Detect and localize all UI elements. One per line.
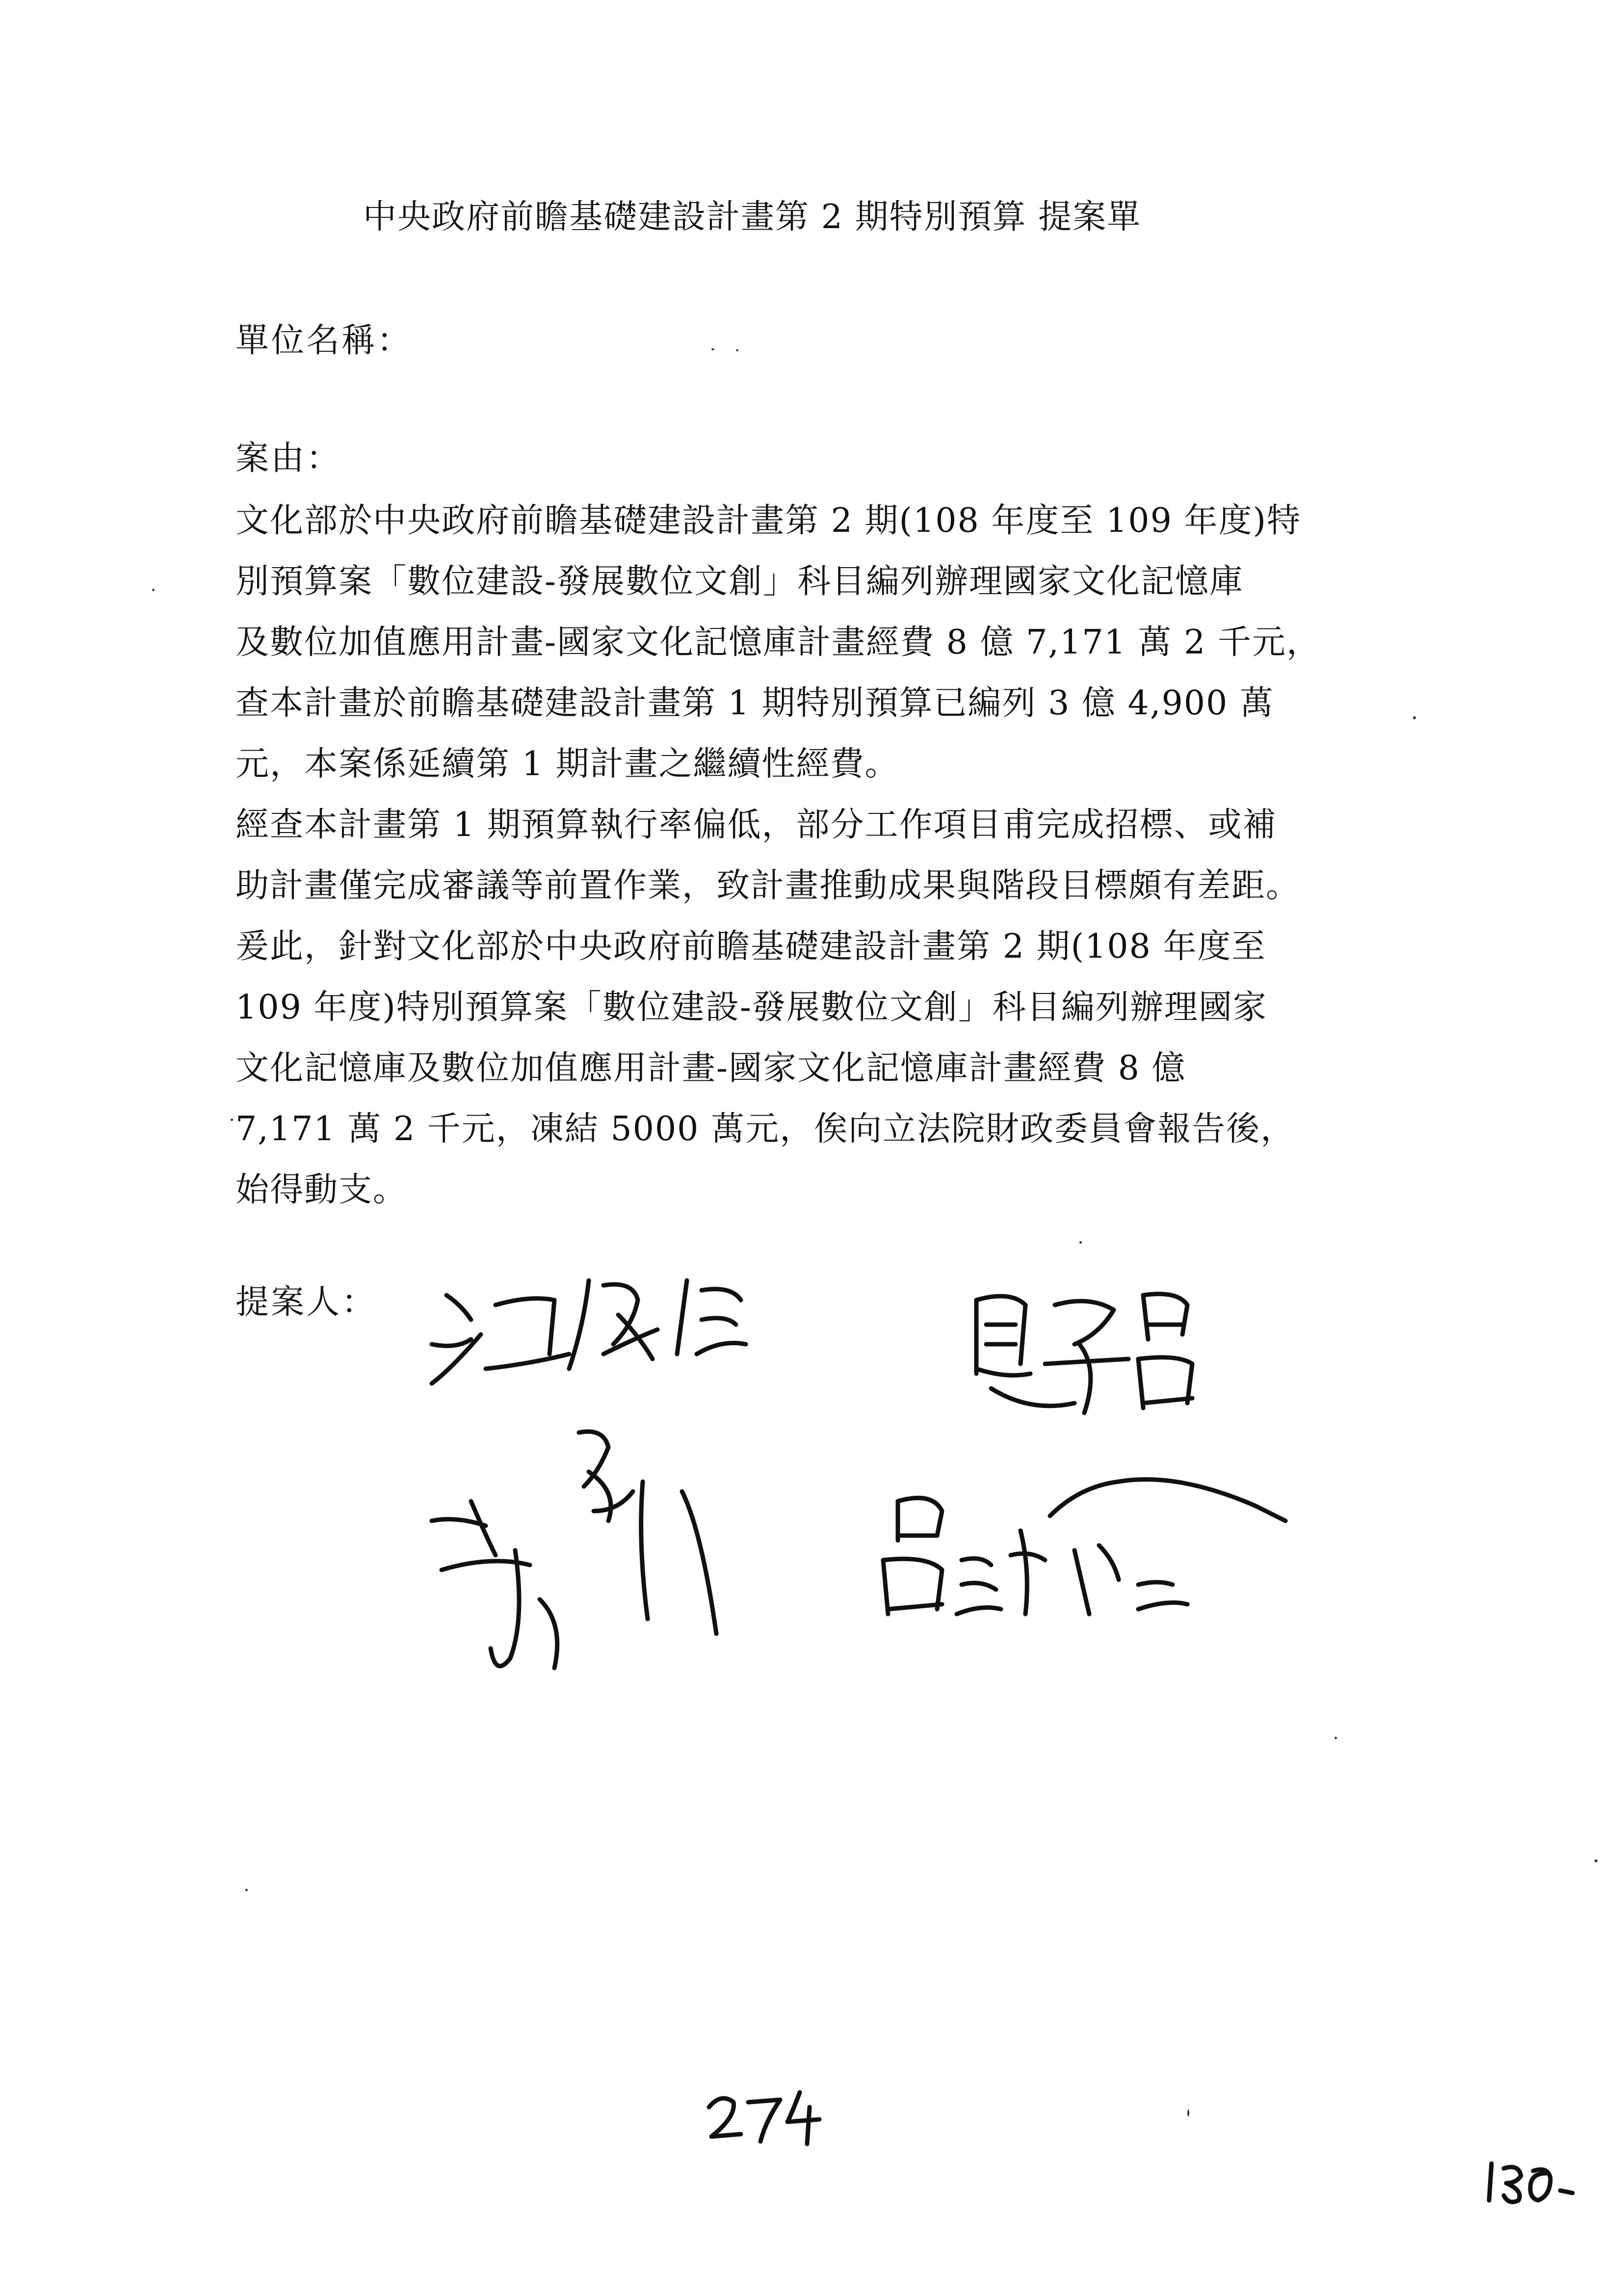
- scan-speck: [1079, 1241, 1082, 1244]
- signature-3: [432, 1432, 716, 1668]
- signature-4: [883, 1480, 1285, 1614]
- body-line: 爰此，針對文化部於中央政府前瞻基礎建設計畫第 2 期(108 年度至: [236, 927, 1266, 966]
- body-line: 查本計畫於前瞻基礎建設計畫第 1 期特別預算已編列 3 億 4,900 萬: [236, 684, 1274, 723]
- scan-speck: [711, 348, 714, 350]
- document-title: 中央政府前瞻基礎建設計畫第 2 期特別預算 提案單: [363, 198, 1142, 236]
- scan-speck: [1595, 1859, 1598, 1862]
- handwritten-corner-note: [1482, 2154, 1580, 2208]
- signature-1: [432, 1280, 746, 1383]
- body-line: 及數位加值應用計畫-國家文化記憶庫計畫經費 8 億 7,171 萬 2 千元，: [236, 623, 1321, 662]
- scan-speck: [231, 1119, 233, 1121]
- scan-speck: [152, 589, 155, 591]
- body-line: 元，本案係延續第 1 期計畫之繼續性經費。: [236, 745, 899, 783]
- reason-label: 案由：: [236, 439, 342, 478]
- proposer-label: 提案人：: [236, 1283, 377, 1322]
- body-line: 經查本計畫第 1 期預算執行率偏低，部分工作項目甫完成招標、或補: [236, 806, 1277, 844]
- body-line: 109 年度)特別預算案「數位建設-發展數位文創」科目編列辦理國家: [236, 988, 1267, 1027]
- body-line: 始得動支。: [236, 1171, 408, 1209]
- scan-speck: [1335, 1737, 1337, 1739]
- scan-speck: [245, 1889, 248, 1891]
- body-line: 文化記憶庫及數位加值應用計畫-國家文化記憶庫計畫經費 8 億: [236, 1049, 1186, 1088]
- body-line: 文化部於中央政府前瞻基礎建設計畫第 2 期(108 年度至 109 年度)特: [236, 501, 1301, 540]
- scan-speck: [736, 349, 738, 351]
- handwritten-page-number: [702, 2087, 829, 2146]
- signature-2: [976, 1294, 1192, 1413]
- scan-speck: [1413, 716, 1416, 719]
- body-line: 助計畫僅完成審議等前置作業，致計畫推動成果與階段目標頗有差距。: [236, 866, 1301, 905]
- body-line: 7,171 萬 2 千元，凍結 5000 萬元，俟向立法院財政委員會報告後，: [236, 1110, 1295, 1148]
- scan-speck: [1187, 2110, 1189, 2116]
- body-line: 別預算案「數位建設-發展數位文創」科目編列辦理國家文化記憶庫: [236, 562, 1244, 601]
- unit-name-label: 單位名稱：: [236, 321, 413, 360]
